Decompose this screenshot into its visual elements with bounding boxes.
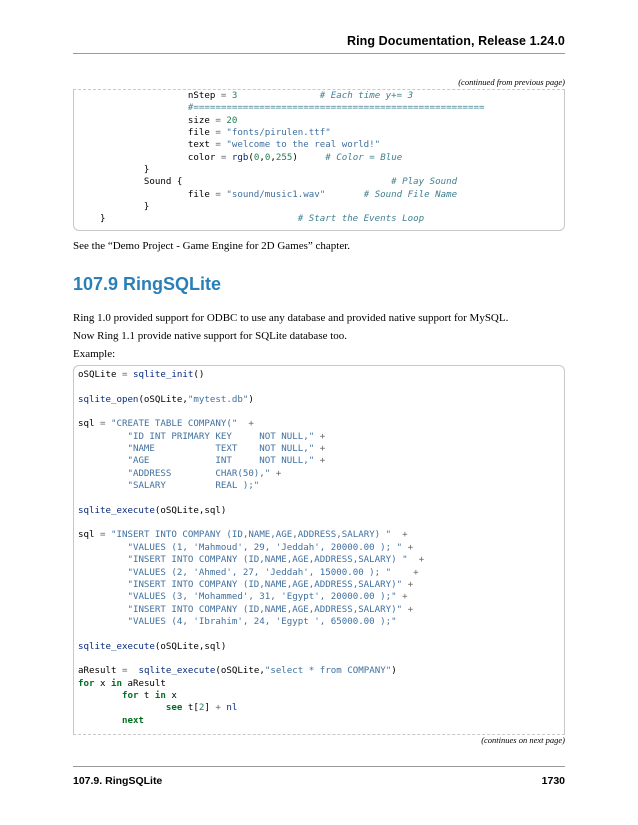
code-token: "INSERT INTO COMPANY (ID,NAME,AGE,ADDRESS,SALARY)": [127, 579, 403, 590]
code-token: }: [78, 202, 150, 213]
code-token: [78, 703, 166, 713]
code-token: [78, 592, 127, 602]
code-line: [78, 127, 485, 139]
code-token: 20: [226, 115, 238, 126]
code-token: [78, 469, 127, 479]
code-line: [78, 369, 424, 381]
code-token: Sound {: [78, 177, 183, 188]
code-token: sqlite_init: [132, 370, 194, 380]
code-token: in: [110, 678, 122, 689]
code-token: sqlite_execute: [78, 641, 155, 652]
code-token: [391, 530, 402, 540]
code-line: [78, 139, 485, 151]
code-line: [78, 443, 424, 455]
code-token: "ADDRESS CHAR(50),": [127, 468, 271, 479]
code-token: +: [407, 579, 414, 590]
code-token: color: [78, 152, 221, 163]
code-token: aResult: [78, 666, 122, 677]
code-token: (: [248, 152, 254, 163]
code-token: "VALUES (2, 'Ahmed', 27, 'Jeddah', 15000.00 ); ": [127, 567, 392, 578]
code-line: [78, 381, 424, 393]
code-token: =: [220, 152, 227, 163]
code-token: # Sound File Name: [363, 189, 458, 200]
code-token: file: [78, 189, 216, 200]
code-token: [78, 555, 127, 565]
code-token: +: [418, 555, 425, 566]
continued-from-note: (continued from previous page): [458, 77, 565, 87]
code-token: nStep: [78, 91, 221, 101]
code-token: ,: [270, 152, 276, 163]
code-token: =: [99, 530, 106, 541]
code-token: 3: [231, 91, 238, 101]
code-listing-top: [78, 90, 485, 226]
code-line: [78, 702, 424, 714]
code-token: +: [248, 419, 254, 430]
code-token: [78, 691, 122, 701]
code-line: [78, 201, 485, 213]
code-token: sql: [78, 419, 100, 430]
code-token: "SALARY REAL );": [127, 481, 260, 492]
code-token: sqlite_execute: [78, 505, 155, 516]
code-token: [78, 456, 127, 466]
code-token: nl: [226, 703, 238, 714]
code-line: [78, 505, 424, 517]
code-token: [391, 568, 413, 578]
code-line: [78, 431, 424, 443]
code-token: size: [78, 115, 216, 126]
code-line: [78, 115, 485, 127]
code-token: for: [78, 678, 95, 689]
code-line: [78, 455, 424, 467]
running-header-title: Ring Documentation, Release 1.24.0: [346, 34, 565, 48]
code-token: t: [138, 690, 155, 701]
code-line: [78, 542, 424, 554]
code-line: [78, 394, 424, 406]
code-token: (oSQLite,sql): [154, 505, 227, 516]
code-token: [78, 543, 127, 553]
code-token: "VALUES (4, 'Ibrahim', 24, 'Egypt ', 65000.00 );": [127, 616, 397, 627]
code-token: =: [215, 189, 221, 200]
code-line: [78, 690, 424, 702]
code-token: [237, 419, 248, 429]
code-token: sql: [78, 530, 100, 541]
code-token: sqlite_open: [78, 394, 139, 405]
code-line: [78, 213, 485, 225]
code-token: (): [193, 370, 205, 380]
code-token: +: [413, 567, 419, 578]
code-token: [78, 716, 122, 726]
code-token: # Start the Events Loop: [297, 214, 425, 225]
code-token: "INSERT INTO COMPANY (ID,NAME,AGE,ADDRESS,SALARY) ": [110, 530, 392, 541]
code-token: "VALUES (3, 'Mohammed', 31, 'Egypt', 20000.00 );": [127, 592, 397, 603]
code-line: [78, 176, 485, 188]
code-token: ): [248, 394, 254, 405]
code-line: [78, 189, 485, 201]
code-token: "AGE INT NOT NULL,": [127, 456, 315, 467]
code-line: [78, 641, 424, 653]
code-token: (oSQLite,sql): [154, 641, 227, 652]
code-listing-sqlite: [78, 369, 424, 727]
code-line: [78, 604, 424, 616]
code-token: 0: [264, 152, 271, 163]
code-token: sqlite_execute: [138, 666, 216, 677]
code-token: "INSERT INTO COMPANY (ID,NAME,AGE,ADDRESS,SALARY) ": [127, 555, 408, 566]
code-token: x: [165, 690, 177, 701]
code-token: text: [78, 140, 216, 151]
code-token: [298, 153, 325, 163]
code-token: "CREATE TABLE COMPANY(": [110, 419, 238, 430]
code-token: "fonts/pirulen.ttf": [226, 128, 331, 139]
code-token: =: [121, 666, 128, 677]
code-token: ,: [259, 152, 265, 163]
code-token: ): [391, 666, 397, 677]
code-line: [78, 665, 424, 677]
code-line: [78, 591, 424, 603]
code-line: [78, 418, 424, 430]
code-token: # Each time y+= 3: [242, 91, 414, 101]
code-line: [78, 492, 424, 504]
code-token: ): [292, 152, 298, 163]
code-token: "sound/music1.wav": [226, 189, 326, 200]
code-token: +: [319, 444, 326, 455]
code-line: [78, 678, 424, 690]
code-line: [78, 653, 424, 665]
code-token: =: [220, 91, 227, 101]
code-token: ]: [204, 703, 216, 714]
code-line: [78, 102, 485, 114]
code-token: }: [78, 165, 150, 176]
code-line: [78, 554, 424, 566]
code-line: [78, 517, 424, 529]
code-line: [78, 468, 424, 480]
code-token: [78, 481, 127, 491]
code-line: [78, 715, 424, 727]
code-token: [78, 617, 127, 627]
code-token: +: [407, 542, 414, 553]
code-token: [408, 555, 419, 565]
continues-on-note: (continues on next page): [481, 735, 565, 745]
code-token: oSQLite: [78, 370, 122, 380]
code-token: [105, 214, 297, 224]
code-token: (oSQLite,: [215, 666, 265, 677]
code-token: "NAME TEXT NOT NULL,": [127, 444, 315, 455]
code-token: +: [319, 456, 326, 467]
code-block-sqlite-example: [73, 365, 565, 735]
code-token: [182, 177, 391, 187]
paragraph-odbc: Ring 1.0 provided support for ODBC to use any database and provided native support for MySQL.: [73, 312, 509, 324]
code-token: 2: [198, 703, 205, 714]
code-token: rgb: [231, 152, 249, 163]
code-line: [78, 406, 424, 418]
code-token: [78, 432, 127, 442]
code-token: "mytest.db": [187, 394, 249, 405]
see-also-text: See the “Demo Project - Game Engine for 2D Games” chapter.: [73, 240, 351, 252]
code-token: (oSQLite,: [138, 394, 188, 405]
code-token: "ID INT PRIMARY KEY NOT NULL,": [127, 431, 315, 442]
code-line: [78, 529, 424, 541]
code-token: +: [215, 703, 221, 714]
code-token: t[: [182, 703, 199, 714]
code-token: aResult: [121, 678, 166, 689]
code-token: #=====================================================: [187, 103, 485, 114]
code-line: [78, 480, 424, 492]
code-line: [78, 567, 424, 579]
code-token: +: [402, 592, 408, 603]
code-token: +: [275, 468, 282, 479]
code-token: [127, 666, 138, 676]
code-line: [78, 90, 485, 102]
code-token: 255: [275, 152, 293, 163]
code-line: [78, 628, 424, 640]
code-token: 0: [253, 152, 260, 163]
code-token: # Color = Blue: [325, 152, 403, 163]
code-token: see: [165, 703, 183, 714]
code-token: =: [215, 140, 221, 151]
code-token: file: [78, 128, 216, 139]
code-token: [78, 103, 188, 113]
code-token: [78, 580, 127, 590]
code-token: "select * from COMPANY": [264, 666, 392, 677]
code-token: +: [407, 604, 414, 615]
code-token: # Play Sound: [391, 177, 458, 188]
code-line: [78, 579, 424, 591]
code-token: =: [215, 128, 221, 139]
code-token: =: [215, 115, 221, 126]
code-line: [78, 152, 485, 164]
footer-page-number: 1730: [541, 775, 565, 787]
paragraph-example-label: Example:: [73, 348, 116, 360]
code-token: =: [121, 370, 128, 380]
code-line: [78, 616, 424, 628]
section-heading: 107.9 RingSQLite: [73, 274, 222, 294]
code-token: for: [121, 690, 139, 701]
header-rule: [73, 53, 565, 54]
code-token: x: [94, 678, 111, 689]
code-token: "VALUES (1, 'Mahmoud', 29, 'Jeddah', 20000.00 ); ": [127, 542, 403, 553]
code-token: "welcome to the real world!": [226, 140, 381, 151]
code-token: [78, 444, 127, 454]
code-token: }: [78, 214, 106, 225]
code-token: in: [154, 690, 166, 701]
code-token: [325, 190, 363, 200]
code-line: [78, 164, 485, 176]
code-token: [78, 605, 127, 615]
code-token: "INSERT INTO COMPANY (ID,NAME,AGE,ADDRESS,SALARY)": [127, 604, 403, 615]
code-token: +: [402, 530, 408, 541]
code-token: =: [99, 419, 106, 430]
paragraph-sqlite: Now Ring 1.1 provide native support for SQLite database too.: [73, 330, 348, 342]
code-token: [78, 568, 127, 578]
footer-rule: [73, 766, 565, 767]
footer-section-name: 107.9. RingSQLite: [73, 775, 163, 787]
code-token: next: [121, 715, 144, 726]
code-token: +: [319, 431, 326, 442]
code-block-top: [73, 89, 565, 231]
